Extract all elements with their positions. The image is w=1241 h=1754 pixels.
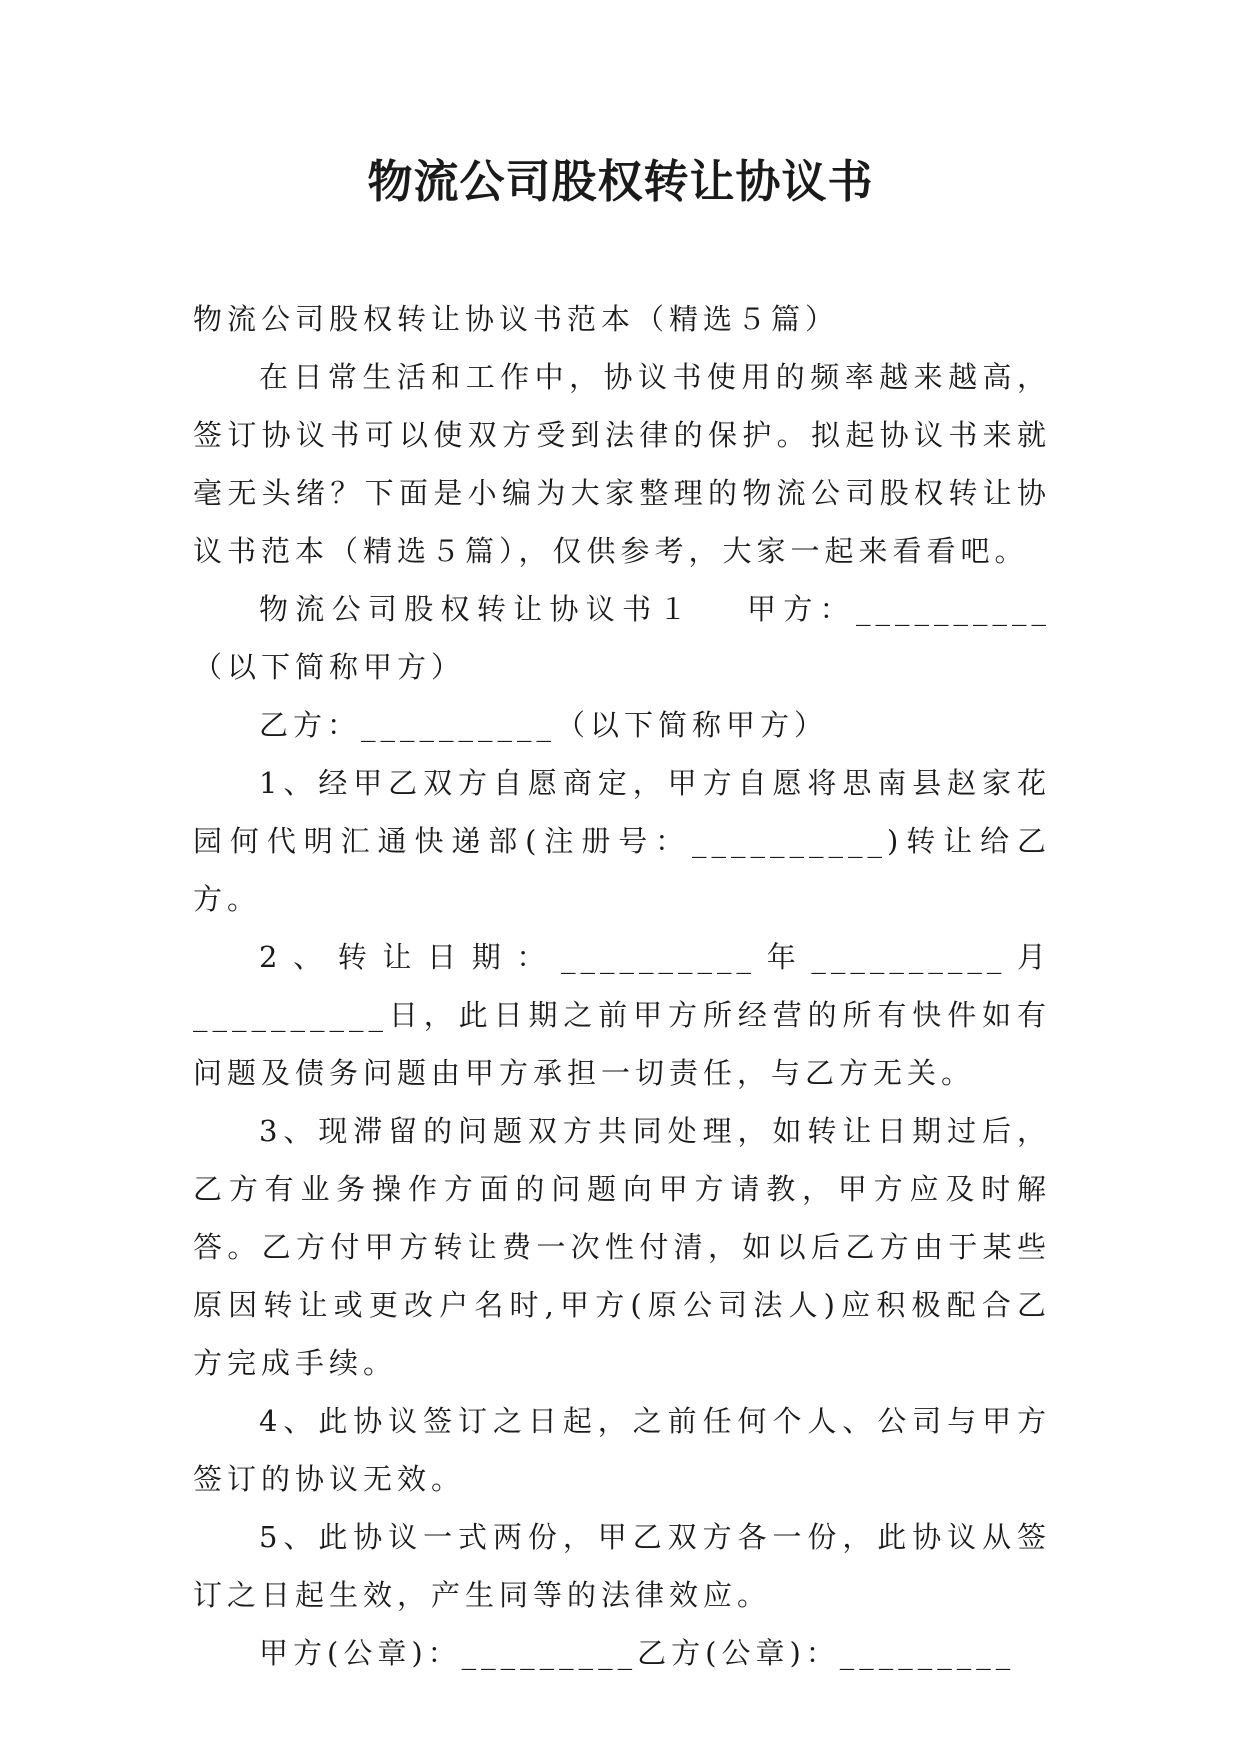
intro-paragraph: 在日常生活和工作中，协议书使用的频率越来越高，签订协议书可以使双方受到法律的保护。拟起协议书来就毫无头绪？下面是小编为大家整理的物流公司股权转让协议书范本（精选５篇），仅供参考，大家一起来看看吧。 (193, 360, 1051, 568)
subtitle: 物流公司股权转让协议书范本（精选５篇） (193, 302, 840, 336)
party-b-line: 乙方：__________（以下简称甲方） (259, 708, 829, 742)
agreement-heading: 物流公司股权转让协议书１ (259, 592, 695, 626)
signature-line: 甲方(公章)：_________乙方(公章)：_________ (259, 1636, 1016, 1670)
clause-2: 2、转让日期：__________年__________月__________日，此日期之前甲方所经营的所有快件如有问题及债务问题由甲方承担一切责任，与乙方无关。 (193, 940, 1051, 1090)
agreement-heading-line (193, 580, 1051, 696)
clause-1: 1、经甲乙双方自愿商定，甲方自愿将思南县赵家花园何代明汇通快递部(注册号：__________)转让给乙方。 (193, 766, 1051, 916)
document-body (193, 290, 1051, 1682)
clause-5: 5、此协议一式两份，甲乙双方各一份，此协议从签订之日起生效，产生同等的法律效应。 (193, 1520, 1051, 1612)
clause-3: 3、现滞留的问题双方共同处理，如转让日期过后，乙方有业务操作方面的问题向甲方请教，甲方应及时解答。乙方付甲方转让费一次性付清，如以后乙方由于某些原因转让或更改户名时,甲方(原公司法人)应积极配合乙方完成手续。 (193, 1114, 1051, 1380)
document-title: 物流公司股权转让协议书 (367, 155, 874, 208)
clause-4: 4、此协议签订之日起，之前任何个人、公司与甲方签订的协议无效。 (193, 1404, 1051, 1496)
party-a-line: 甲方：__________（以下简称甲方） (193, 592, 1051, 684)
